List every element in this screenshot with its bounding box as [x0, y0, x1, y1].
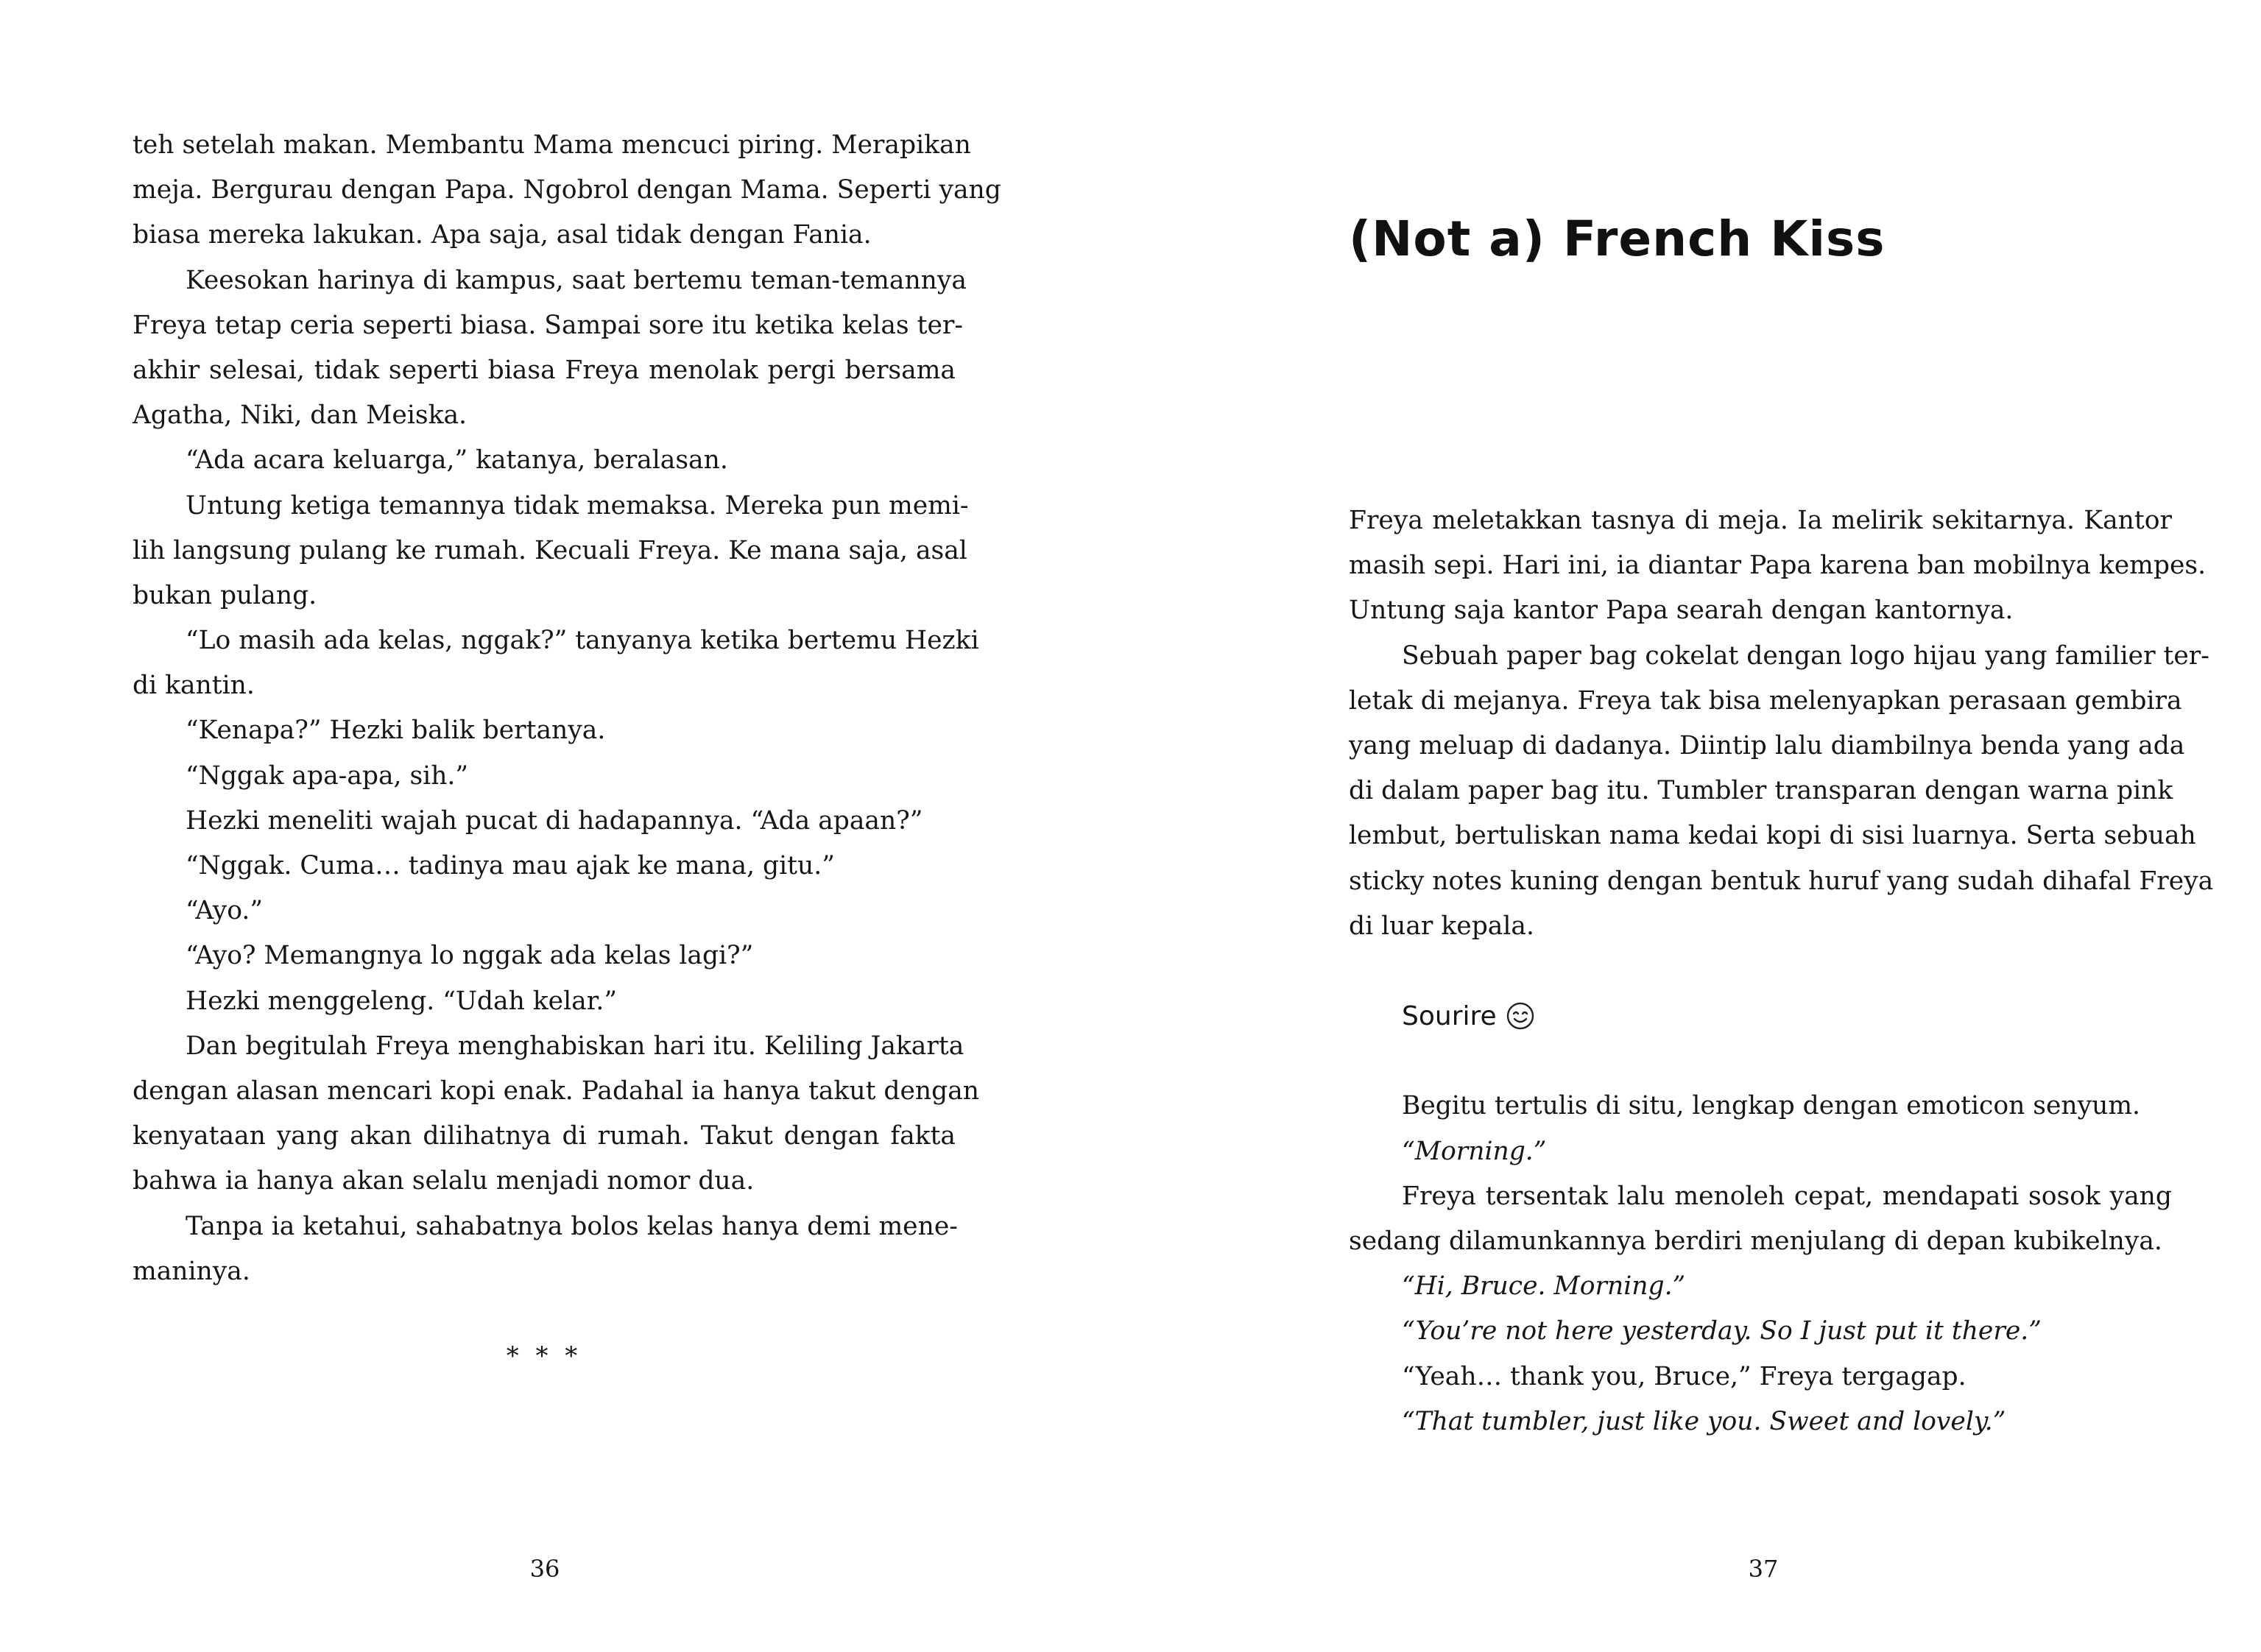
- text-line: lih langsung pulang ke rumah. Kecuali Freya. Ke mana saja, asal: [133, 535, 967, 565]
- text-line: masih sepi. Hari ini, ia diantar Papa karena ban mobilnya kempes.: [1349, 551, 2207, 581]
- text-line: Freya meletakkan tasnya di meja. Ia melirik sekitarnya. Kantor: [1349, 506, 2172, 535]
- text-line: Hezki menggeleng. “Udah kelar.”: [186, 986, 617, 1016]
- blank-line: [1349, 949, 2172, 994]
- text-line: “Ayo? Memangnya lo nggak ada kelas lagi?”: [186, 941, 754, 971]
- text-line: [1349, 1264, 2172, 1309]
- italic-dialogue: “Morning.”: [1402, 1136, 1547, 1166]
- page-number: 37: [1748, 1555, 1779, 1583]
- blank-line: [1349, 1039, 2172, 1084]
- scene-break: * * *: [506, 1341, 582, 1371]
- text-line: Freya tersentak lalu menoleh cepat, mendapati sosok yang: [1402, 1181, 2172, 1211]
- left-page: [0, 0, 1130, 1652]
- text-line: kenyataan yang akan dilihatnya di rumah. Takut dengan fakta: [133, 1121, 956, 1151]
- text-line: Sebuah paper bag cokelat dengan logo hijau yang familier ter-: [1402, 640, 2209, 671]
- text-line: di luar kepala.: [1349, 911, 1534, 941]
- text-line: “Kenapa?” Hezki balik bertanya.: [186, 716, 606, 746]
- text-line: Freya tetap ceria seperti biasa. Sampai sore itu ketika kelas ter-: [133, 310, 964, 340]
- text-line: Untung ketiga temannya tidak memaksa. Mereka pun memi-: [186, 490, 969, 520]
- italic-dialogue: “That tumbler, just like you. Sweet and lovely.”: [1402, 1406, 2006, 1436]
- text-line: [1349, 1309, 2172, 1354]
- text-line: bahwa ia hanya akan selalu menjadi nomor dua.: [133, 1166, 755, 1196]
- text-line: “Ayo.”: [186, 896, 263, 926]
- text-line: meja. Bergurau dengan Papa. Ngobrol dengan Mama. Seperti yang: [133, 175, 1001, 205]
- sticky-note-text: [1349, 994, 2172, 1039]
- text-line: biasa mereka lakukan. Apa saja, asal tidak dengan Fania.: [133, 220, 872, 250]
- text-line: teh setelah makan. Membantu Mama mencuci piring. Merapikan: [133, 130, 971, 160]
- text-line: yang meluap di dadanya. Diintip lalu diambilnya benda yang ada: [1349, 730, 2185, 760]
- text-line: akhir selesai, tidak seperti biasa Freya menolak pergi bersama: [133, 355, 956, 385]
- text-line: Dan begitulah Freya menghabiskan hari itu. Keliling Jakarta: [186, 1031, 964, 1061]
- text-line: “Lo masih ada kelas, nggak?” tanyanya ketika bertemu Hezki: [186, 626, 979, 656]
- right-page: [1131, 0, 2261, 1652]
- text-line: Agatha, Niki, dan Meiska.: [133, 400, 468, 431]
- text-line: [1349, 1399, 2172, 1444]
- text-line: di dalam paper bag itu. Tumbler transparan dengan warna pink: [1349, 776, 2173, 806]
- text-line: [1349, 1129, 2172, 1174]
- text-line: Hezki meneliti wajah pucat di hadapannya. “Ada apaan?”: [186, 805, 923, 836]
- text-line: “Nggak apa-apa, sih.”: [186, 760, 469, 791]
- text-line: maninya.: [133, 1256, 250, 1286]
- left-page-body: [133, 123, 1001, 1294]
- text-line: Keesokan harinya di kampus, saat bertemu teman-temannya: [186, 265, 967, 295]
- page-number: 36: [529, 1555, 560, 1583]
- italic-dialogue: “Hi, Bruce. Morning.”: [1402, 1271, 1686, 1302]
- text-line: sticky notes kuning dengan bentuk huruf yang sudah dihafal Freya: [1349, 866, 2214, 896]
- italic-dialogue: “You’re not here yesterday. So I just put it there.”: [1402, 1316, 2042, 1346]
- chapter-title: (Not a) French Kiss: [1349, 211, 1886, 267]
- text-line: Untung saja kantor Papa searah dengan kantornya.: [1349, 596, 2014, 626]
- text-line: “Yeah… thank you, Bruce,” Freya tergagap.: [1402, 1361, 1967, 1391]
- text-line: lembut, bertuliskan nama kedai kopi di sisi luarnya. Serta sebuah: [1349, 821, 2196, 851]
- text-line: sedang dilamunkannya berdiri menjulang di depan kubikelnya.: [1349, 1226, 2162, 1256]
- right-page-body: [1349, 498, 2214, 1444]
- smiling-face-icon: [1506, 1001, 1535, 1031]
- text-line: dengan alasan mencari kopi enak. Padahal ia hanya takut dengan: [133, 1076, 979, 1106]
- text-line: “Nggak. Cuma… tadinya mau ajak ke mana, gitu.”: [186, 851, 835, 880]
- text-line: bukan pulang.: [133, 580, 317, 610]
- text-line: di kantin.: [133, 671, 255, 701]
- text-line: letak di mejanya. Freya tak bisa melenyapkan perasaan gembira: [1349, 685, 2182, 716]
- text-line: Begitu tertulis di situ, lengkap dengan emoticon senyum.: [1402, 1091, 2141, 1121]
- text-line: “Ada acara keluarga,” katanya, beralasan.: [186, 445, 728, 476]
- text-line: Tanpa ia ketahui, sahabatnya bolos kelas hanya demi mene-: [186, 1211, 958, 1241]
- sticky-note-label: Sourire: [1402, 1001, 1497, 1032]
